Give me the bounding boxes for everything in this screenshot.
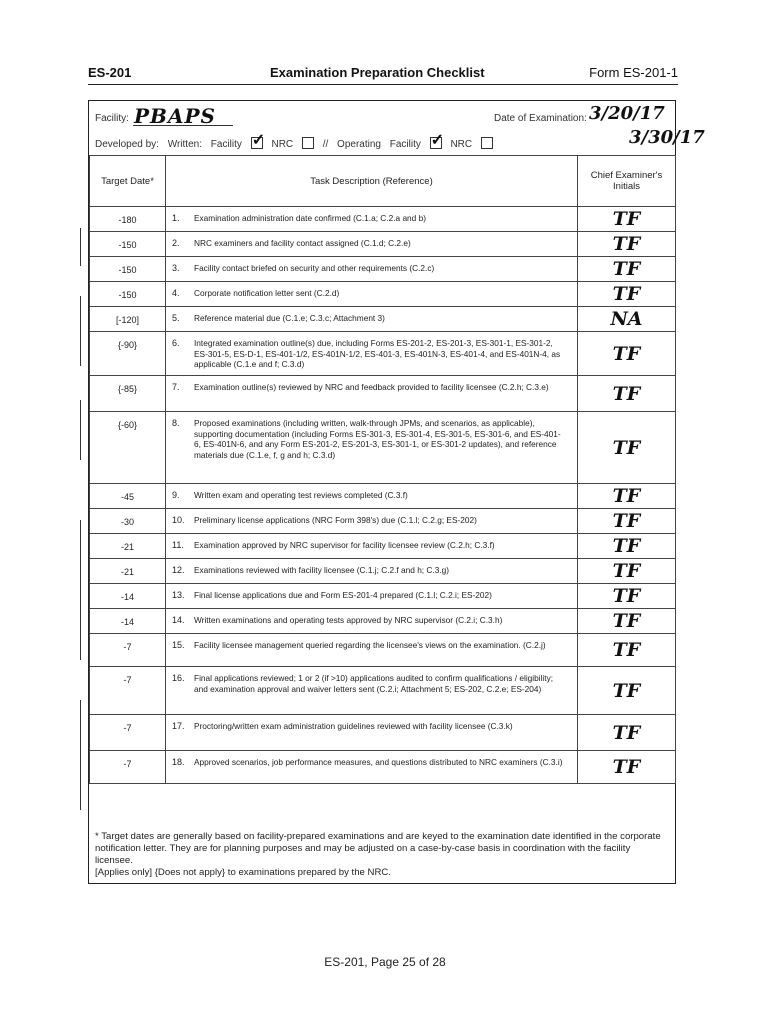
target-date-cell: -150 [90, 232, 166, 257]
task-cell [166, 509, 578, 534]
target-date-cell: -180 [90, 207, 166, 232]
facility-handwritten-value: PBAPS [134, 104, 216, 128]
table-row [90, 282, 676, 307]
exam-date-handwritten-value: 3/20/17 [589, 103, 665, 124]
task-cell [166, 559, 578, 584]
table-row [90, 412, 676, 484]
task-number: 9. [172, 490, 180, 500]
initials-cell: TF [578, 667, 676, 715]
initials-cell: TF [578, 232, 676, 257]
task-cell [166, 584, 578, 609]
task-number: 4. [172, 288, 180, 298]
task-description: Examination outline(s) reviewed by NRC and feedback provided to facility licensee (C.2.h; C.3.e) [194, 382, 549, 392]
task-number: 7. [172, 382, 180, 392]
written-facility-checkbox[interactable] [251, 137, 263, 149]
target-date-cell: -14 [90, 584, 166, 609]
initials-cell: TF [578, 715, 676, 751]
target-date-cell: -21 [90, 534, 166, 559]
task-description-header: Task Description (Reference) [166, 156, 578, 207]
task-cell [166, 332, 578, 376]
table-row [90, 307, 676, 332]
task-description: Final applications reviewed; 1 or 2 (if >10) applications audited to confirm qualifications / eligibility; and examination approval and waiver letters sent (C.2.i; Attachment 5; ES-202, C.2.e; ES-204) [194, 673, 554, 694]
revision-bar [80, 400, 81, 460]
initials-cell: TF [578, 257, 676, 282]
task-description: Examination approved by NRC supervisor for facility licensee review (C.2.h; C.3.f) [194, 540, 495, 550]
initials-cell: TF [578, 584, 676, 609]
initials-cell: TF [578, 282, 676, 307]
task-number: 2. [172, 238, 180, 248]
task-description: Facility licensee management queried regarding the licensee's views on the examination. (C.2.j) [194, 640, 546, 650]
header-form-id: ES-201 [88, 65, 132, 80]
operating-nrc-checkbox[interactable] [481, 137, 493, 149]
written-nrc-checkbox[interactable] [302, 137, 314, 149]
task-cell [166, 207, 578, 232]
task-number: 15. [172, 640, 185, 650]
table-row [90, 634, 676, 667]
table-row [90, 232, 676, 257]
target-date-cell: -7 [90, 715, 166, 751]
task-cell [166, 667, 578, 715]
task-number: 6. [172, 338, 180, 348]
footnote [89, 831, 675, 879]
target-date-cell: -21 [90, 559, 166, 584]
exam-info-section [89, 101, 705, 156]
target-date-cell: [-120] [90, 307, 166, 332]
target-date-cell: -150 [90, 282, 166, 307]
task-number: 17. [172, 721, 185, 731]
task-number: 14. [172, 615, 185, 625]
table-row [90, 584, 676, 609]
initials-cell: NA [578, 307, 676, 332]
written-label: Written: [167, 139, 202, 150]
target-date-cell: {-60} [90, 412, 166, 484]
task-description: NRC examiners and facility contact assigned (C.1.d; C.2.e) [194, 238, 411, 248]
table-row [90, 207, 676, 232]
task-cell [166, 257, 578, 282]
target-date-cell: -7 [90, 634, 166, 667]
target-date-cell: {-85} [90, 376, 166, 412]
table-row [90, 667, 676, 715]
task-cell [166, 484, 578, 509]
revision-bar [80, 296, 81, 366]
task-number: 16. [172, 673, 185, 683]
initials-cell: TF [578, 609, 676, 634]
target-date-cell: -7 [90, 751, 166, 784]
task-number: 8. [172, 418, 180, 428]
target-date-cell: -150 [90, 257, 166, 282]
task-cell [166, 715, 578, 751]
checklist-table [89, 155, 676, 784]
developed-by-row [95, 137, 499, 150]
table-row [90, 332, 676, 376]
initials-cell: TF [578, 634, 676, 667]
task-description: Reference material due (C.1.e; C.3.c; Attachment 3) [194, 313, 385, 323]
task-cell [166, 412, 578, 484]
task-cell [166, 307, 578, 332]
task-description: Preliminary license applications (NRC Form 398's) due (C.1.l; C.2.g; ES-202) [194, 515, 477, 525]
target-date-cell: {-90} [90, 332, 166, 376]
table-row [90, 484, 676, 509]
operating-facility-label: Facility [389, 139, 421, 150]
initials-cell: TF [578, 376, 676, 412]
task-description: Written examinations and operating tests approved by NRC supervisor (C.2.i; C.3.h) [194, 615, 503, 625]
initials-cell: TF [578, 332, 676, 376]
task-number: 11. [172, 540, 184, 550]
initials-cell: TF [578, 484, 676, 509]
checklist-table-wrap [89, 155, 675, 784]
task-cell [166, 634, 578, 667]
initials-cell: TF [578, 751, 676, 784]
task-number: 3. [172, 263, 180, 273]
page-number: ES-201, Page 25 of 28 [324, 955, 446, 969]
written-facility-label: Facility [210, 139, 242, 150]
table-row [90, 257, 676, 282]
table-row [90, 559, 676, 584]
header-title: Examination Preparation Checklist [270, 65, 485, 80]
task-description: Facility contact briefed on security and other requirements (C.2.c) [194, 263, 435, 273]
task-description: Integrated examination outline(s) due, including Forms ES-201-2, ES-201-3, ES-301-1, ES-301-2, ES-301-5, ES-D-1, ES-401-1/2, ES-401N-1/2, ES-401-3, ES-401N-3, ES-401-4, and ES-401N-4, as applicable (C.1.e and f; C.3.d) [194, 338, 561, 369]
footnote-applies: [Applies only] {Does not apply} to examinations prepared by the NRC. [95, 867, 391, 878]
task-description: Examinations reviewed with facility licensee (C.1.j; C.2.f and h; C.3.g) [194, 565, 450, 575]
header-form-number: Form ES-201-1 [589, 65, 678, 80]
task-cell [166, 534, 578, 559]
footnote-text: * Target dates are generally based on facility-prepared examinations and are keyed to the examination date identified in the corporate notification letter. They are for planning purposes and may be adjusted on a case-by-case basis in coordination with the facility licensee. [95, 831, 661, 866]
operating-facility-checkbox[interactable] [430, 137, 442, 149]
task-cell [166, 751, 578, 784]
initials-cell: TF [578, 509, 676, 534]
checklist-form [88, 100, 705, 884]
separator: // [322, 139, 329, 150]
task-description: Corporate notification letter sent (C.2.d) [194, 288, 340, 298]
task-cell [166, 232, 578, 257]
task-cell [166, 609, 578, 634]
initials-cell: TF [578, 559, 676, 584]
table-header-row [90, 156, 676, 207]
target-date-cell: -7 [90, 667, 166, 715]
task-description: Proposed examinations (including written, walk-through JPMs, and scenarios, as applicable), supporting documentation (including Forms ES-301-3, ES-301-4, ES-301-5, ES-301-6, and ES-401-6, ES-401N-6, and any Form ES-201-2, ES-201-3, ES-301-1, or ES-301-2 updates), and reference materials due (C.1.e, f, g and h; C.3.d) [194, 418, 561, 460]
developed-by-label: Developed by: [95, 139, 159, 150]
target-date-cell: -14 [90, 609, 166, 634]
task-description: Approved scenarios, job performance measures, and questions distributed to NRC examiners (C.3.i) [194, 757, 563, 767]
operating-date-handwritten-value: 3/30/17 [629, 127, 705, 148]
revision-bar [80, 228, 81, 266]
operating-label: Operating [337, 139, 381, 150]
task-number: 1. [172, 213, 180, 223]
table-row [90, 534, 676, 559]
initials-cell: TF [578, 207, 676, 232]
initials-cell: TF [578, 412, 676, 484]
exam-date-label: Date of Examination: [494, 113, 587, 124]
task-number: 13. [172, 590, 185, 600]
document-header [88, 62, 678, 85]
facility-underline [133, 125, 233, 126]
task-description: Written exam and operating test reviews completed (C.3.f) [194, 490, 408, 500]
table-row [90, 751, 676, 784]
task-description: Examination administration date confirmed (C.1.a; C.2.a and b) [194, 213, 426, 223]
target-date-header: Target Date* [90, 156, 166, 207]
task-cell [166, 282, 578, 307]
target-date-cell: -45 [90, 484, 166, 509]
task-cell [166, 376, 578, 412]
task-number: 18. [172, 757, 185, 767]
task-number: 5. [172, 313, 180, 323]
task-description: Proctoring/written exam administration guidelines reviewed with facility licensee (C.3.k) [194, 721, 513, 731]
revision-bar [80, 700, 81, 810]
initials-cell: TF [578, 534, 676, 559]
facility-label: Facility: [95, 113, 129, 124]
written-nrc-label: NRC [271, 139, 294, 150]
table-row [90, 609, 676, 634]
task-number: 10. [172, 515, 185, 525]
table-row [90, 715, 676, 751]
table-row [90, 376, 676, 412]
revision-bar [80, 520, 81, 660]
table-row [90, 509, 676, 534]
operating-nrc-label: NRC [450, 139, 473, 150]
target-date-cell: -30 [90, 509, 166, 534]
initials-header: Chief Examiner's Initials [578, 156, 676, 207]
task-number: 12. [172, 565, 185, 575]
task-description: Final license applications due and Form ES-201-4 prepared (C.1.l; C.2.i; ES-202) [194, 590, 492, 600]
